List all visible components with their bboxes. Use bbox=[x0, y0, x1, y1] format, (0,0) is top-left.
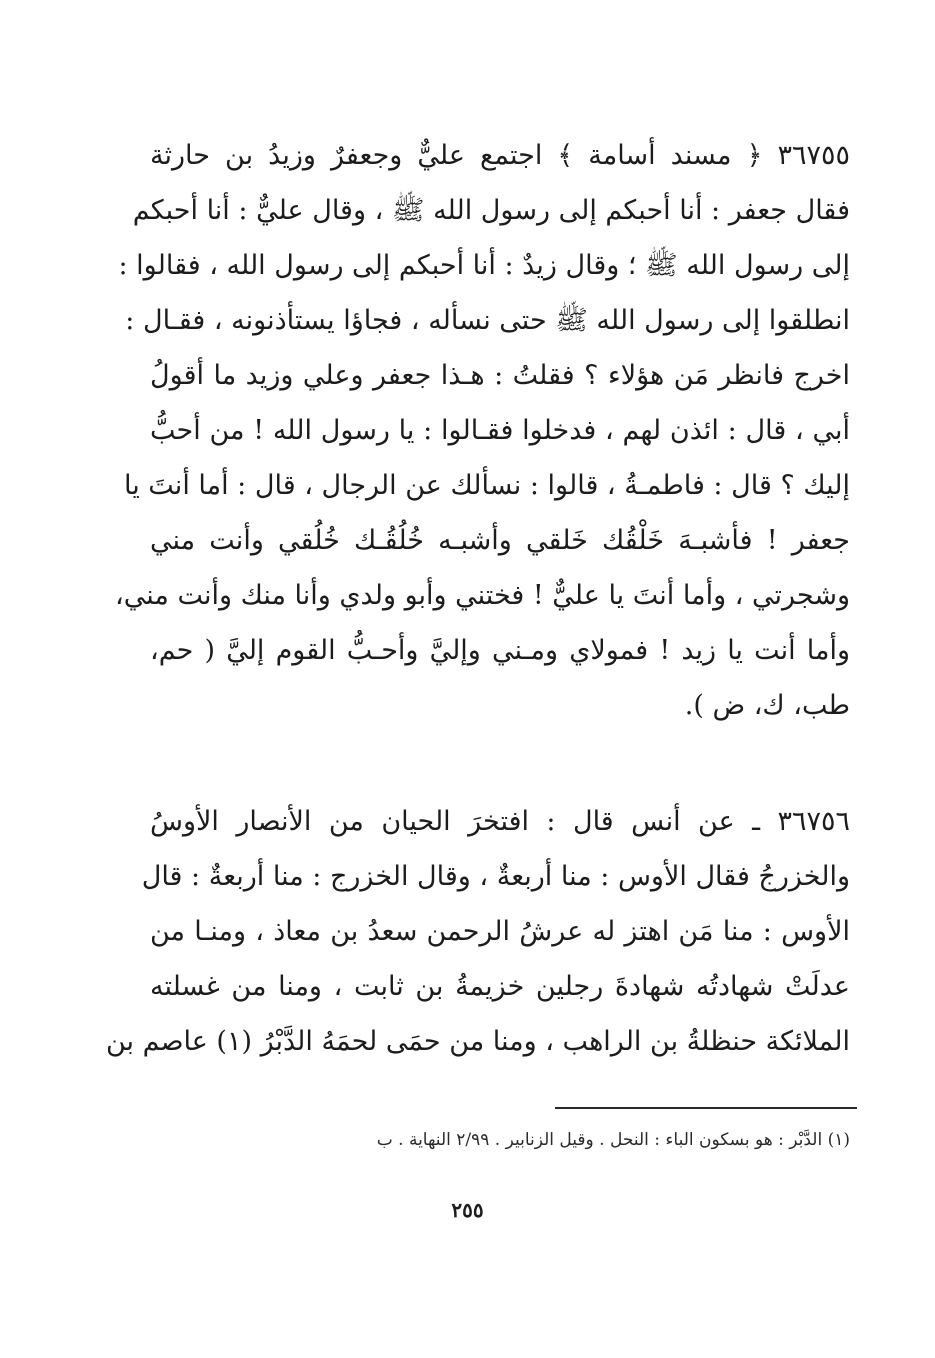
hadith-36756 bbox=[105, 794, 850, 1069]
text-line: أبي ، قال : ائذن لهم ، فدخلوا فقـالوا : يا رسول الله ! من أحبُّ bbox=[150, 415, 850, 446]
text-line: فقال جعفر : أنا أحبكم إلى رسول الله ﷺ ، وقال عليٌّ : أنا أحبكم bbox=[132, 195, 850, 226]
text-line: إليك ؟ قال : فاطمـةُ ، قالوا : نسألك عن الرجال ، قال : أما أنتَ يا bbox=[123, 470, 850, 501]
page-number: ٢٥٥ bbox=[451, 1198, 484, 1222]
text-line: الأوس : منا مَن اهتز له عرشُ الرحمن سعدُ بن معاذ ، ومنـا من bbox=[150, 916, 850, 947]
footnote-divider bbox=[555, 1107, 857, 1109]
text-line: عدلَتْ شهادتُه شهادةَ رجلين خزيمةُ بن ثابت ، ومنا من غسلته bbox=[150, 971, 850, 1002]
text-line: طب، ك، ض ). bbox=[684, 690, 850, 721]
text-line: وشجرتي ، وأما أنتَ يا عليٌّ ! فختني وأبو ولدي وأنا منك وأنت مني، bbox=[115, 580, 850, 611]
text-line: والخزرجُ فقال الأوس : منا أربعةٌ ، وقال الخزرج : منا أربعةٌ : قال bbox=[141, 861, 850, 892]
text-line: ٣٦٧٥٦ ـ عن أنس قال : افتخرَ الحيان من الأنصار الأوسُ bbox=[150, 806, 850, 837]
hadith-36755 bbox=[115, 128, 850, 733]
text-line: إلى رسول الله ﷺ ؛ وقال زيدٌ : أنا أحبكم إلى رسول الله ، فقالوا : bbox=[118, 250, 850, 281]
text-line: الملائكة حنظلةُ بن الراهب ، ومنا من حمَى لحمَهُ الدَّبْرُ (١) عاصم بن bbox=[105, 1026, 850, 1057]
text-line: وأما أنت يا زيد ! فمولاي ومـني وإليَّ وأحـبُّ القوم إليَّ ( حم، bbox=[150, 635, 850, 666]
footnote: (١) الدَّبْر : هو بسكون الباء : النحل . وقيل الزنابير . ٢/٩٩ النهاية . ب bbox=[376, 1130, 850, 1150]
text-line: جعفر ! فأشبـهَ خَلْقُك خَلقي وأشبـه خُلُقُـك خُلُقي وأنت مني bbox=[150, 525, 850, 556]
text-line: انطلقوا إلى رسول الله ﷺ حتى نسأله ، فجاؤا يستأذنونه ، فقـال : bbox=[125, 305, 850, 336]
text-line: اخرج فانظر مَن هؤلاء ؟ فقلتُ : هـذا جعفر وعلي وزيد ما أقولُ bbox=[150, 360, 850, 391]
text-line: ٣٦٧٥٥ ﴿ مسند أسامة ﴾ اجتمع عليٌّ وجعفرٌ وزيدُ بن حارثة bbox=[150, 140, 850, 171]
